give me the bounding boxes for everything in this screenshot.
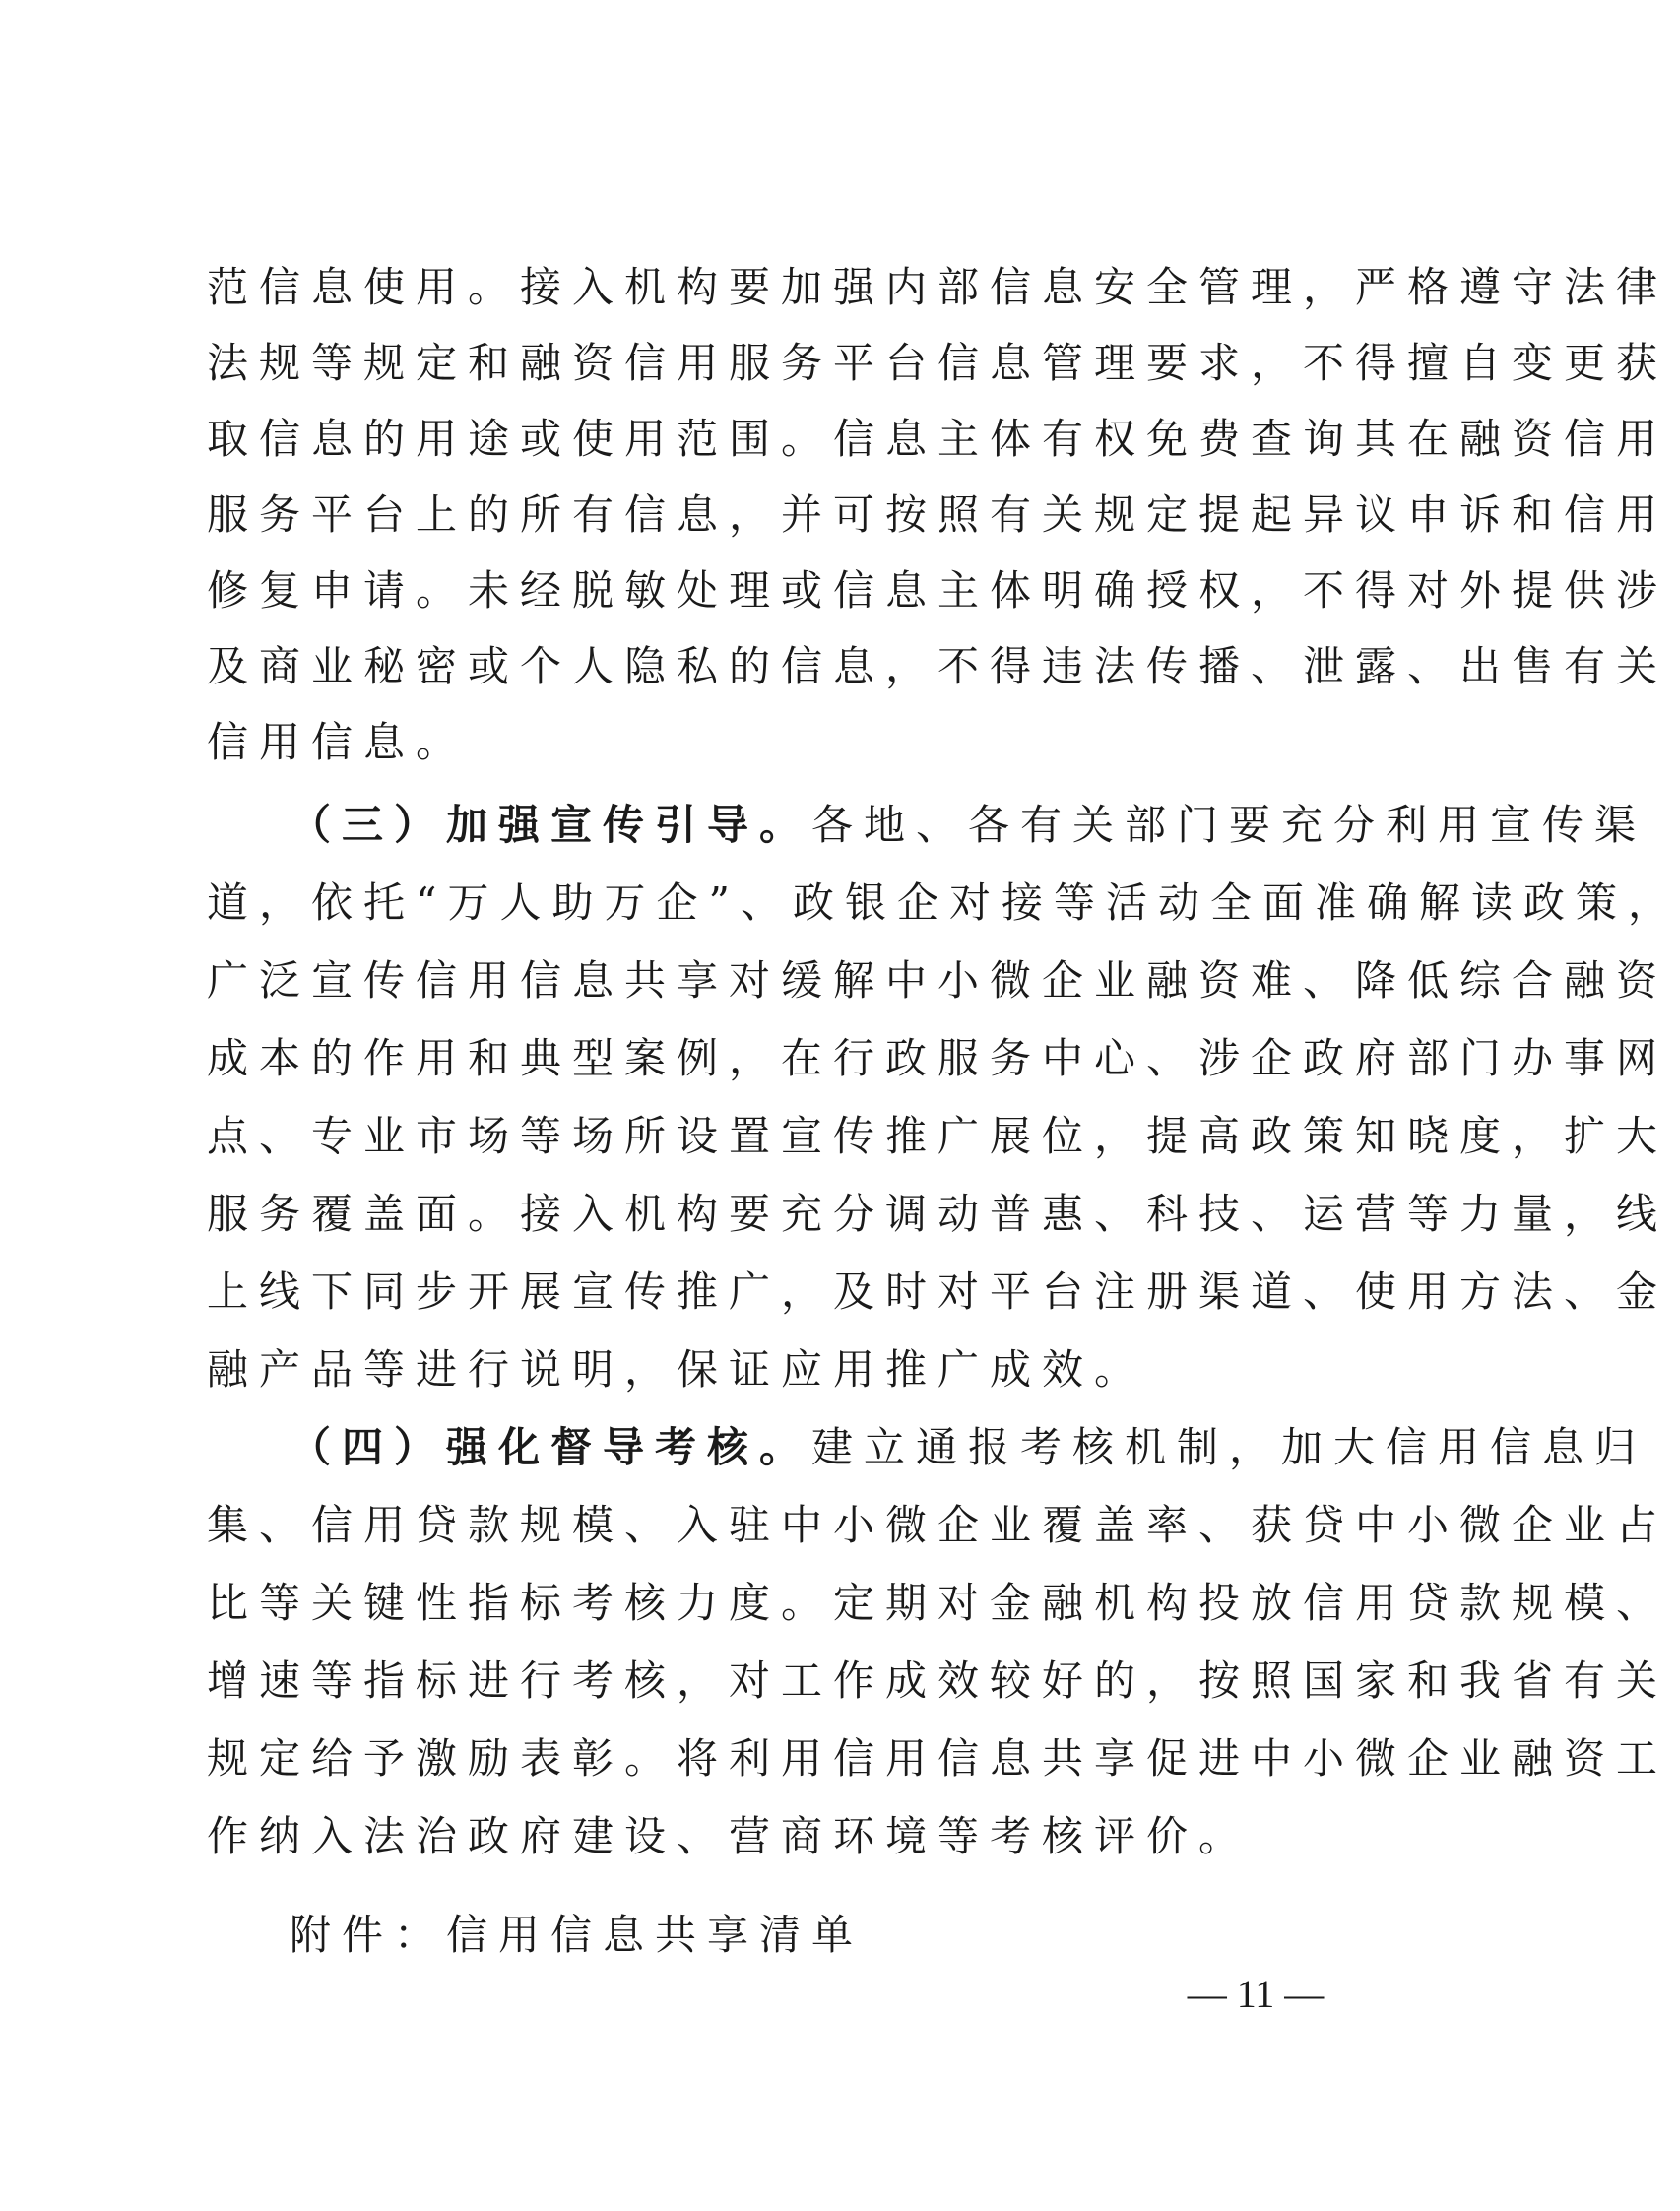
body-line: 道，依托“万人助万企”、政银企对接等活动全面准确解读政策，	[207, 878, 1680, 927]
body-line: 上线下同步开展宣传推广，及时对平台注册渠道、使用方法、金	[207, 1268, 1669, 1316]
page-number: — 11 —	[1187, 1972, 1325, 2016]
body-line: 成本的作用和典型案例，在行政服务中心、涉企政府部门办事网	[207, 1034, 1669, 1082]
attachment-note: 附件：信用信息共享清单	[290, 1911, 865, 1959]
body-line: 集、信用贷款规模、入驻中小微企业覆盖率、获贷中小微企业占	[207, 1501, 1669, 1549]
body-line: 增速等指标进行考核，对工作成效较好的，按照国家和我省有关	[207, 1657, 1669, 1705]
body-line: 范信息使用。接入机构要加强内部信息安全管理，严格遵守法律	[207, 263, 1669, 311]
body-line: 信用信息。	[207, 718, 469, 766]
section-three-heading: （三）加强宣传引导。	[290, 801, 812, 849]
body-line: 服务平台上的所有信息，并可按照有关规定提起异议申诉和信用	[207, 490, 1669, 539]
body-line: 比等关键性指标考核力度。定期对金融机构投放信用贷款规模、	[207, 1579, 1669, 1627]
body-line: 及商业秘密或个人隐私的信息，不得违法传播、泄露、出售有关	[207, 642, 1669, 690]
body-line: 服务覆盖面。接入机构要充分调动普惠、科技、运营等力量，线	[207, 1190, 1669, 1238]
section-three-first-line	[290, 796, 1648, 855]
body-line: 点、专业市场等场所设置宣传推广展位，提高政策知晓度，扩大	[207, 1112, 1669, 1160]
body-line: 修复申请。未经脱敏处理或信息主体明确授权，不得对外提供涉	[207, 566, 1669, 615]
section-four-heading: （四）强化督导考核。	[290, 1423, 812, 1471]
section-four-text: 建立通报考核机制，加大信用信息归	[811, 1423, 1648, 1471]
body-line: 融产品等进行说明，保证应用推广成效。	[207, 1345, 1147, 1394]
section-three-text: 各地、各有关部门要充分利用宣传渠	[811, 801, 1648, 849]
body-line: 作纳入法治政府建设、营商环境等考核评价。	[207, 1812, 1252, 1860]
body-line: 法规等规定和融资信用服务平台信息管理要求，不得擅自变更获	[207, 339, 1669, 387]
section-four-first-line	[290, 1418, 1648, 1477]
body-line: 规定给予激励表彰。将利用信用信息共享促进中小微企业融资工	[207, 1734, 1669, 1783]
body-line: 取信息的用途或使用范围。信息主体有权免费查询其在融资信用	[207, 415, 1669, 463]
body-line: 广泛宣传信用信息共享对缓解中小微企业融资难、降低综合融资	[207, 956, 1669, 1005]
